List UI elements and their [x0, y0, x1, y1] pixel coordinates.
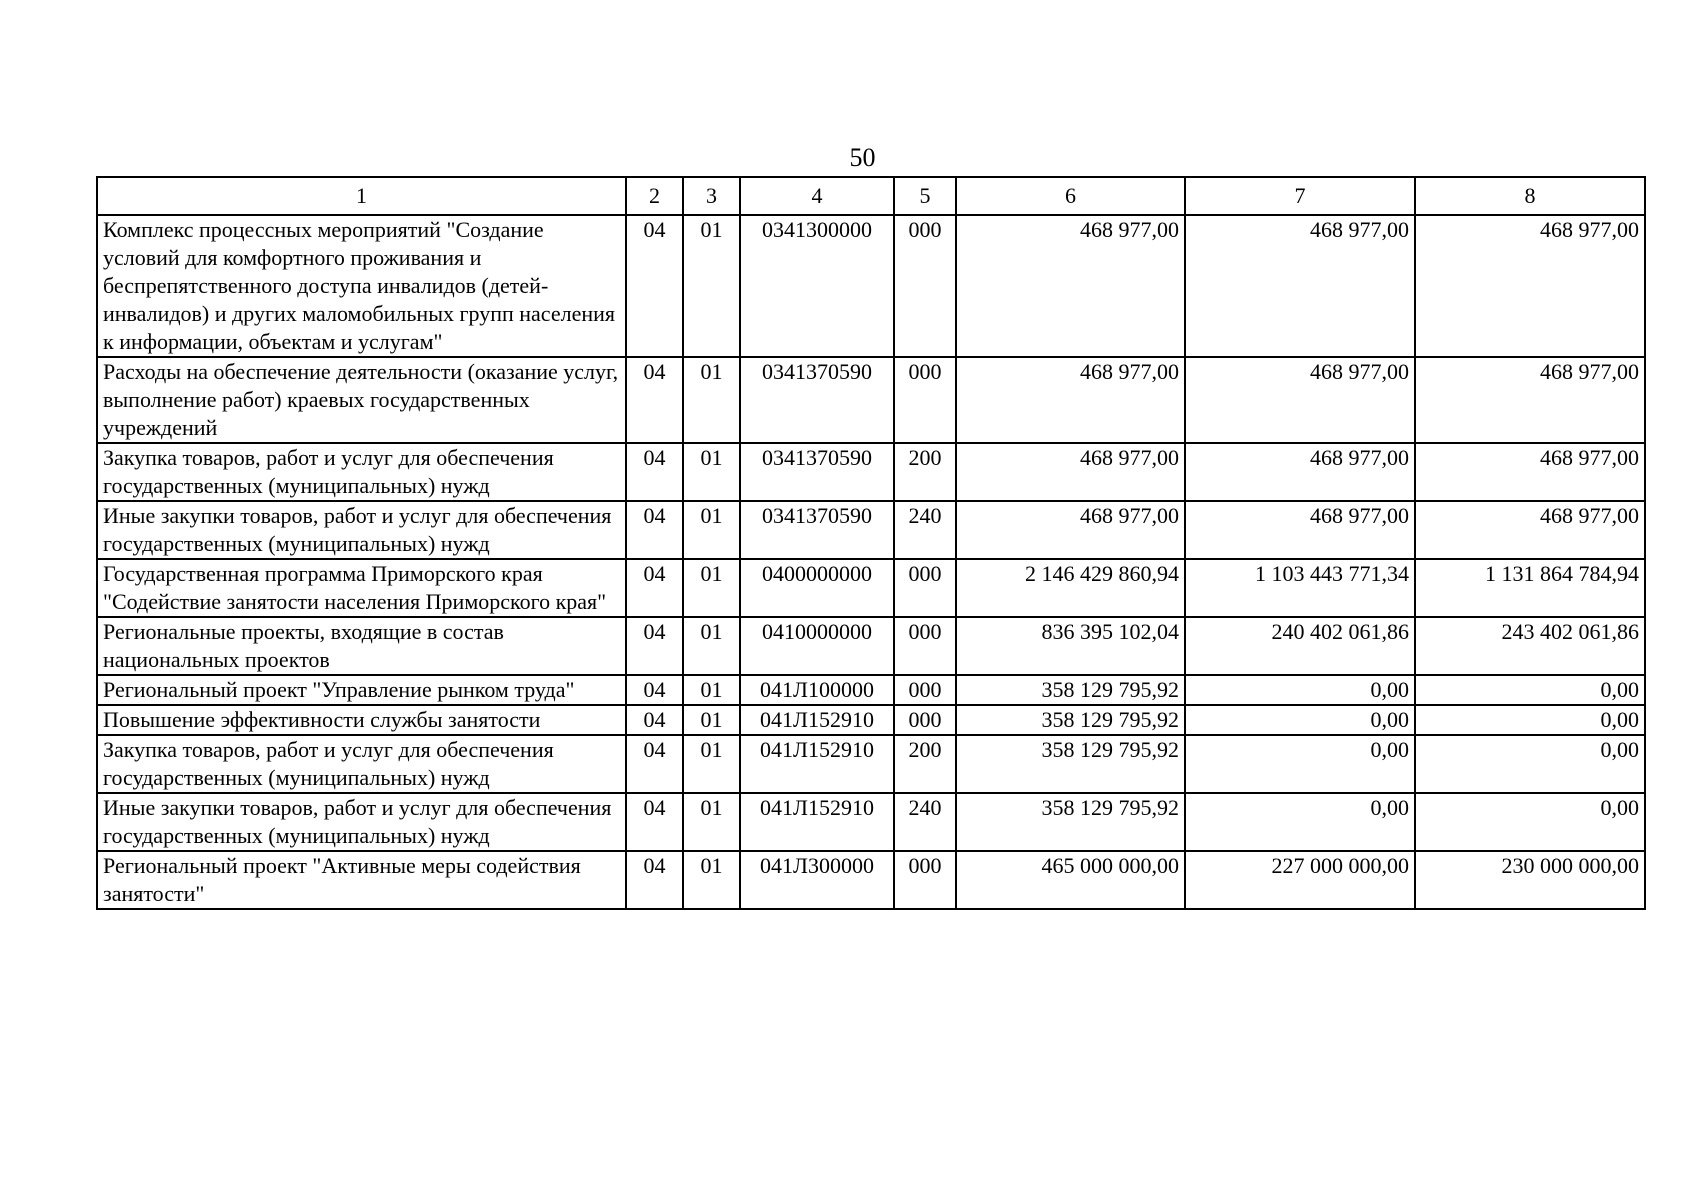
budget-table: [96, 176, 1646, 910]
section-code: 04: [626, 617, 683, 675]
column-header: 2: [626, 177, 683, 215]
section-code: 04: [626, 559, 683, 617]
section-code: 04: [626, 357, 683, 443]
subsection-code: 01: [683, 443, 740, 501]
subsection-code: 01: [683, 617, 740, 675]
section-code: 04: [626, 851, 683, 909]
expense-type-code: 200: [894, 443, 956, 501]
target-article-code: 0410000000: [740, 617, 894, 675]
target-article-code: 041Л300000: [740, 851, 894, 909]
table-row: [97, 501, 1645, 559]
section-code: 04: [626, 443, 683, 501]
subsection-code: 01: [683, 357, 740, 443]
target-article-code: 041Л152910: [740, 793, 894, 851]
table-row: [97, 559, 1645, 617]
row-name: Иные закупки товаров, работ и услуг для обеспечения государственных (муниципальных) нужд: [97, 793, 626, 851]
expense-type-code: 240: [894, 793, 956, 851]
expense-type-code: 240: [894, 501, 956, 559]
amount-col-7: 227 000 000,00: [1185, 851, 1415, 909]
subsection-code: 01: [683, 559, 740, 617]
expense-type-code: 000: [894, 559, 956, 617]
subsection-code: 01: [683, 215, 740, 357]
row-name: Региональный проект "Управление рынком труда": [97, 675, 626, 705]
table-row: [97, 357, 1645, 443]
row-name: Повышение эффективности службы занятости: [97, 705, 626, 735]
section-code: 04: [626, 793, 683, 851]
column-header: 7: [1185, 177, 1415, 215]
target-article-code: 0400000000: [740, 559, 894, 617]
amount-col-6: 468 977,00: [956, 501, 1185, 559]
section-code: 04: [626, 705, 683, 735]
amount-col-7: 468 977,00: [1185, 357, 1415, 443]
expense-type-code: 000: [894, 675, 956, 705]
amount-col-7: 0,00: [1185, 735, 1415, 793]
subsection-code: 01: [683, 675, 740, 705]
section-code: 04: [626, 501, 683, 559]
amount-col-8: 468 977,00: [1415, 443, 1645, 501]
target-article-code: 0341300000: [740, 215, 894, 357]
amount-col-8: 468 977,00: [1415, 215, 1645, 357]
column-header: 1: [97, 177, 626, 215]
section-code: 04: [626, 735, 683, 793]
row-name: Закупка товаров, работ и услуг для обеспечения государственных (муниципальных) нужд: [97, 735, 626, 793]
amount-col-8: 468 977,00: [1415, 357, 1645, 443]
header-row: [97, 177, 1645, 215]
target-article-code: 041Л152910: [740, 705, 894, 735]
amount-col-6: 468 977,00: [956, 443, 1185, 501]
page-number: 50: [849, 143, 876, 172]
column-header: 5: [894, 177, 956, 215]
column-header: 3: [683, 177, 740, 215]
expense-type-code: 000: [894, 705, 956, 735]
section-code: 04: [626, 675, 683, 705]
amount-col-6: 836 395 102,04: [956, 617, 1185, 675]
amount-col-8: 230 000 000,00: [1415, 851, 1645, 909]
amount-col-8: 0,00: [1415, 705, 1645, 735]
table-row: [97, 675, 1645, 705]
amount-col-7: 468 977,00: [1185, 215, 1415, 357]
table-row: [97, 215, 1645, 357]
subsection-code: 01: [683, 793, 740, 851]
table-row: [97, 793, 1645, 851]
amount-col-7: 1 103 443 771,34: [1185, 559, 1415, 617]
row-name: Региональные проекты, входящие в состав национальных проектов: [97, 617, 626, 675]
table-row: [97, 735, 1645, 793]
column-header: 6: [956, 177, 1185, 215]
column-header: 8: [1415, 177, 1645, 215]
subsection-code: 01: [683, 501, 740, 559]
target-article-code: 0341370590: [740, 357, 894, 443]
amount-col-8: 243 402 061,86: [1415, 617, 1645, 675]
amount-col-7: 240 402 061,86: [1185, 617, 1415, 675]
amount-col-6: 358 129 795,92: [956, 735, 1185, 793]
section-code: 04: [626, 215, 683, 357]
amount-col-6: 468 977,00: [956, 215, 1185, 357]
target-article-code: 041Л152910: [740, 735, 894, 793]
expense-type-code: 000: [894, 215, 956, 357]
row-name: Расходы на обеспечение деятельности (оказание услуг, выполнение работ) краевых государственных учреждений: [97, 357, 626, 443]
target-article-code: 0341370590: [740, 501, 894, 559]
table-row: [97, 851, 1645, 909]
expense-type-code: 000: [894, 851, 956, 909]
amount-col-6: 465 000 000,00: [956, 851, 1185, 909]
table-row: [97, 443, 1645, 501]
amount-col-6: 358 129 795,92: [956, 705, 1185, 735]
amount-col-8: 1 131 864 784,94: [1415, 559, 1645, 617]
amount-col-6: 2 146 429 860,94: [956, 559, 1185, 617]
row-name: Закупка товаров, работ и услуг для обеспечения государственных (муниципальных) нужд: [97, 443, 626, 501]
subsection-code: 01: [683, 735, 740, 793]
subsection-code: 01: [683, 705, 740, 735]
row-name: Государственная программа Приморского края "Содействие занятости населения Приморского края": [97, 559, 626, 617]
amount-col-6: 468 977,00: [956, 357, 1185, 443]
column-header: 4: [740, 177, 894, 215]
amount-col-8: 468 977,00: [1415, 501, 1645, 559]
expense-type-code: 200: [894, 735, 956, 793]
target-article-code: 041Л100000: [740, 675, 894, 705]
amount-col-7: 0,00: [1185, 675, 1415, 705]
table-row: [97, 617, 1645, 675]
amount-col-8: 0,00: [1415, 735, 1645, 793]
amount-col-7: 0,00: [1185, 705, 1415, 735]
row-name: Иные закупки товаров, работ и услуг для обеспечения государственных (муниципальных) нужд: [97, 501, 626, 559]
expense-type-code: 000: [894, 357, 956, 443]
target-article-code: 0341370590: [740, 443, 894, 501]
row-name: Комплекс процессных мероприятий "Создание условий для комфортного проживания и беспрепятственного доступа инвалидов (детей-инвалидов) и других маломобильных групп населения к информации, объектам и услугам": [97, 215, 626, 357]
amount-col-7: 468 977,00: [1185, 443, 1415, 501]
amount-col-8: 0,00: [1415, 675, 1645, 705]
expense-type-code: 000: [894, 617, 956, 675]
amount-col-8: 0,00: [1415, 793, 1645, 851]
amount-col-6: 358 129 795,92: [956, 675, 1185, 705]
amount-col-7: 468 977,00: [1185, 501, 1415, 559]
row-name: Региональный проект "Активные меры содействия занятости": [97, 851, 626, 909]
subsection-code: 01: [683, 851, 740, 909]
amount-col-6: 358 129 795,92: [956, 793, 1185, 851]
amount-col-7: 0,00: [1185, 793, 1415, 851]
table-row: [97, 705, 1645, 735]
